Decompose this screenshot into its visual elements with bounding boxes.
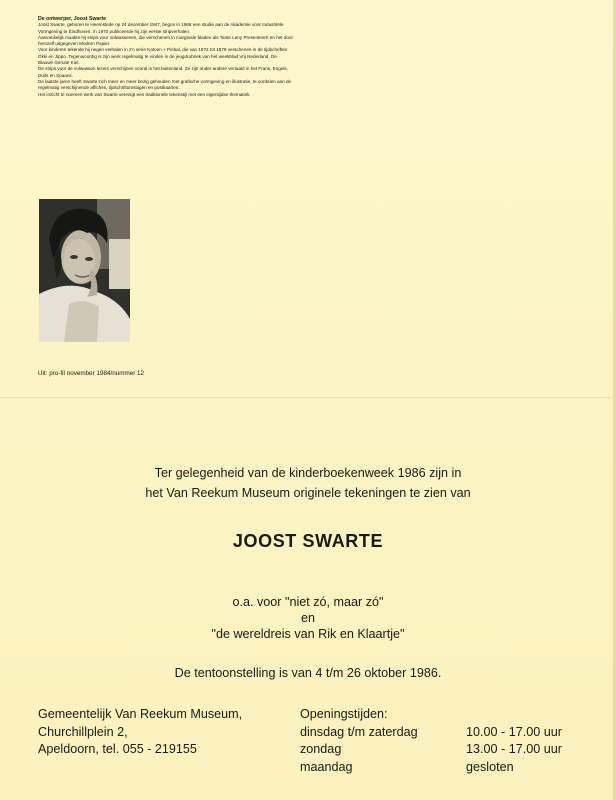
fold-line xyxy=(0,397,616,398)
museum-address xyxy=(38,706,242,759)
work-line: o.a. voor "niet zó, maar zó" xyxy=(232,595,384,609)
intro-line: het Van Reekum Museum originele tekeningen te zien van xyxy=(145,486,471,500)
bio-paragraph: Het inzicht te noemen werk van Swarte verenigt een traditionele tekenstijl met een eigentijdse thematiek. xyxy=(38,91,251,97)
opening-hours-times xyxy=(466,706,562,776)
address-line: Apeldoorn, tel. 055 - 219155 xyxy=(38,742,197,756)
hours-day: dinsdag t/m zaterdag xyxy=(300,724,418,739)
bio-paragraph: Aanvankelijk maakte hij strips voor volwassenen, die verschenen in marginale bladen als Tante Leny Presenteert! en het door hemzelf uitgegeven Modern Papier. xyxy=(38,34,294,47)
works-list xyxy=(0,594,616,642)
artist-name: JOOST SWARTE xyxy=(232,531,384,551)
hours-day: zondag xyxy=(300,742,342,756)
exhibition-dates: De tentoonstelling is van 4 t/m 26 oktober 1986. xyxy=(174,666,442,680)
address-line: Churchillplein 2, xyxy=(38,724,128,739)
hours-time: 10.00 - 17.00 uur xyxy=(466,724,562,739)
bio-section xyxy=(38,16,293,98)
intro-text xyxy=(0,463,616,503)
bio-paragraph: De laatste jaren heeft Swarte zich meer en meer bezig gehouden met grafische vormgeving en illustratie, te oordelen aan de regelmatig verschijnende affiches, tijdschriftomslagen en postkaarten. xyxy=(38,78,292,91)
bio-title: De ontwerper, Joost Swarte xyxy=(38,16,107,22)
address-line: Gemeentelijk Van Reekum Museum, xyxy=(38,707,243,721)
hours-time: gesloten xyxy=(466,759,514,774)
bio-paragraph: Joost Swarte, geboren te Heemstede op 24 december 1947, begon in 1966 een studie aan de Akademie voor Industriële Vormgeving te Eindhoven. In 1970 publiceerde hij zijn eerste stripverhalen. xyxy=(38,22,284,34)
opening-hours-days xyxy=(300,706,418,776)
intro-line: Ter gelegenheid van de kinderboekenweek 1986 zijn in xyxy=(154,466,462,480)
hours-heading: Openingstijden: xyxy=(300,707,388,721)
hours-time: 13.00 - 17.00 uur xyxy=(466,742,562,756)
portrait-illustration xyxy=(39,199,130,342)
portrait-photo xyxy=(39,199,130,342)
bio-paragraph: De strips voor de volwassen lezers verschijnen vooral in het buitenland. Ze zijn onder andere vertaald in het Frans, Engels, Duits en Spaans. xyxy=(38,66,288,78)
work-line: "de wereldreis van Rik en Klaartje" xyxy=(211,627,405,641)
hours-day: maandag xyxy=(300,759,353,774)
source-citation: Uit: pro-fil november 1984/nummer 12 xyxy=(38,370,145,377)
bio-paragraph: Voor kinderen tekende hij negen verhalen in z'n serie Katoen + Pinbal, die van 1972 tot 1979 verschenen in de tijdschriften Okki en Jippo. Tegenwoordig is zijn werk regelmatig te vinden in de jeugdrubriek van het weekblad Vrij Nederland, De Blauwe Geruite Kiel. xyxy=(38,47,288,66)
work-connector: en xyxy=(300,611,315,625)
